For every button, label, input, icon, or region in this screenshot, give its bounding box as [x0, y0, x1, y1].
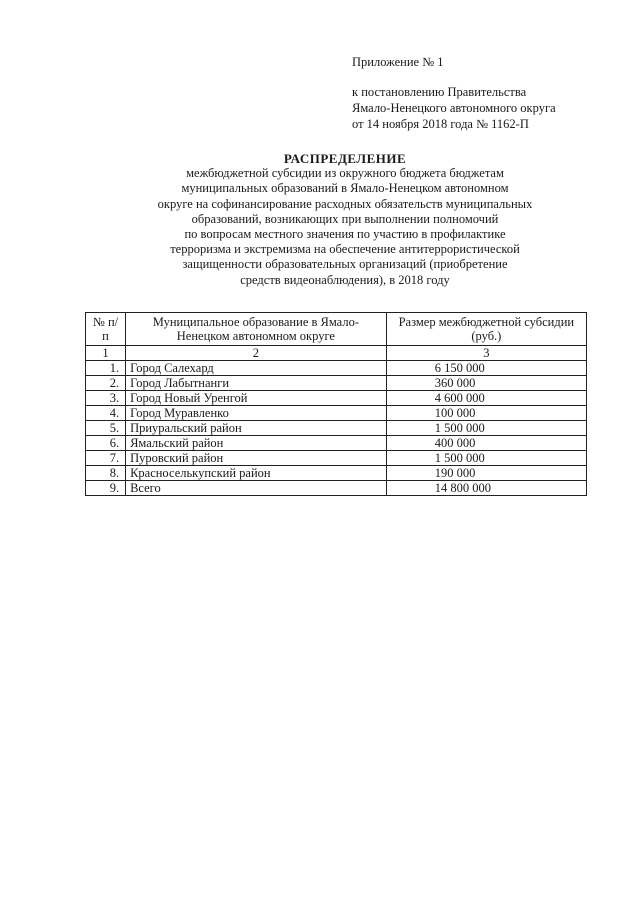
- row-municipality: Город Новый Уренгой: [126, 391, 387, 406]
- appendix-number: Приложение № 1: [352, 55, 444, 69]
- subtitle-line: по вопросам местного значения по участию в профилактике: [184, 227, 506, 242]
- row-number: 1.: [86, 361, 126, 376]
- row-amount: 4 600 000: [386, 391, 586, 406]
- row-amount: 1 500 000: [386, 451, 586, 466]
- row-municipality: Ямальский район: [126, 436, 387, 451]
- table-row: [86, 406, 587, 421]
- subtitle-line: округе на софинансирование расходных обязательств муниципальных: [157, 196, 533, 211]
- row-amount: 400 000: [386, 436, 586, 451]
- subtitle-line: средств видеонаблюдения), в 2018 году: [240, 272, 450, 287]
- distribution-table: [85, 312, 587, 496]
- column-number: 2: [126, 346, 387, 361]
- row-municipality: Красноселькупский район: [126, 466, 387, 481]
- row-number: 3.: [86, 391, 126, 406]
- column-number: 1: [86, 346, 126, 361]
- appendix-line: Ямало-Ненецкого автономного округа: [352, 101, 556, 115]
- table-total-row: [86, 481, 587, 496]
- subtitle-line: муниципальных образований в Ямало-Ненецком автономном: [181, 181, 509, 196]
- appendix-block: [352, 54, 556, 132]
- row-number: 5.: [86, 421, 126, 436]
- row-municipality: Город Лабытнанги: [126, 376, 387, 391]
- subtitle-line: защищенности образовательных организаций (приобретение: [182, 257, 508, 272]
- subtitle-line: образований, возникающих при выполнении полномочий: [191, 211, 499, 226]
- row-number: 7.: [86, 451, 126, 466]
- row-number: 9.: [86, 481, 126, 496]
- row-municipality: Город Салехард: [126, 361, 387, 376]
- row-municipality: Всего: [126, 481, 387, 496]
- column-number: 3: [386, 346, 586, 361]
- table-row: [86, 436, 587, 451]
- row-number: 6.: [86, 436, 126, 451]
- subtitle-line: межбюджетной субсидии из окружного бюджета бюджетам: [186, 166, 504, 181]
- appendix-line: от 14 ноября 2018 года № 1162-П: [352, 117, 529, 131]
- row-municipality: Пуровский район: [126, 451, 387, 466]
- appendix-line: к постановлению Правительства: [352, 85, 527, 99]
- subtitle-line: терроризма и экстремизма на обеспечение антитеррористической: [170, 242, 520, 257]
- row-number: 2.: [86, 376, 126, 391]
- row-number: 4.: [86, 406, 126, 421]
- row-amount: 1 500 000: [386, 421, 586, 436]
- table-row: [86, 451, 587, 466]
- table-row: [86, 421, 587, 436]
- table-row: [86, 466, 587, 481]
- header-amount: Размер межбюджетной субсидии (руб.): [386, 313, 586, 346]
- table-row: [86, 361, 587, 376]
- header-number: № п/п: [86, 313, 126, 346]
- table-row: [86, 391, 587, 406]
- title-block: [110, 151, 580, 288]
- column-number-row: [86, 346, 587, 361]
- row-amount: 6 150 000: [386, 361, 586, 376]
- row-amount: 14 800 000: [386, 481, 586, 496]
- table-header-row: [86, 313, 587, 346]
- row-amount: 360 000: [386, 376, 586, 391]
- row-number: 8.: [86, 466, 126, 481]
- row-municipality: Приуральский район: [126, 421, 387, 436]
- row-municipality: Город Муравленко: [126, 406, 387, 421]
- document-title: РАСПРЕДЕЛЕНИЕ: [283, 151, 407, 166]
- row-amount: 190 000: [386, 466, 586, 481]
- row-amount: 100 000: [386, 406, 586, 421]
- header-municipality: Муниципальное образование в Ямало-Ненецком автономном округе: [126, 313, 387, 346]
- table-row: [86, 376, 587, 391]
